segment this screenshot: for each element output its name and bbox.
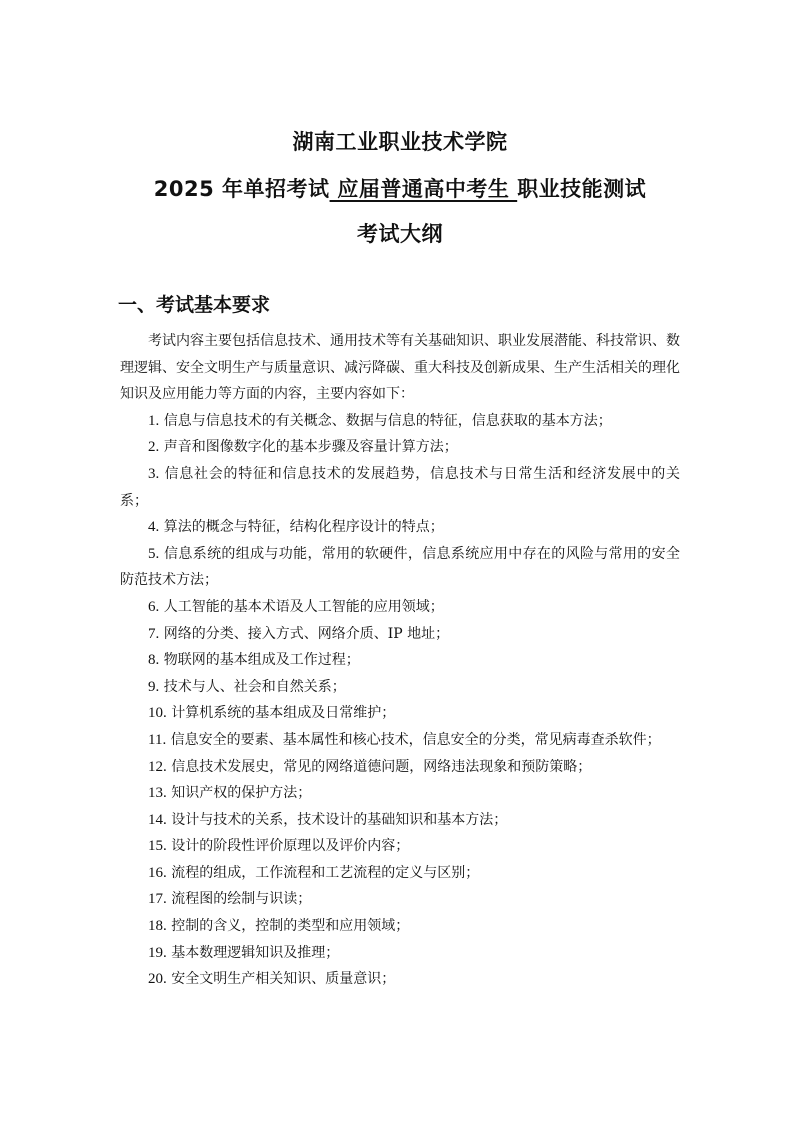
list-item-number: 20. <box>148 971 167 988</box>
list-item <box>120 886 680 913</box>
list-item <box>120 700 680 727</box>
list-item <box>120 940 680 967</box>
list-item-text: 声音和图像数字化的基本步骤及容量计算方法； <box>159 439 458 456</box>
list-item-number: 16. <box>148 864 167 881</box>
list-item-text: 设计与技术的关系，技术设计的基础知识和基本方法； <box>166 811 508 828</box>
list-item <box>120 408 680 435</box>
requirement-list <box>120 408 680 993</box>
list-item <box>120 594 680 621</box>
list-item-number: 13. <box>148 785 167 802</box>
document-title: 考试大纲 <box>357 222 443 246</box>
list-item-text: 基本数理逻辑知识及推理； <box>166 944 340 961</box>
list-item-number: 6. <box>148 598 160 615</box>
list-item-number: 9. <box>148 678 160 695</box>
list-item <box>120 461 680 514</box>
list-item-text: 计算机系统的基本组成及日常维护； <box>166 705 396 722</box>
intro-paragraph: 考试内容主要包括信息技术、通用技术等有关基础知识、职业发展潜能、科技常识、数理逻辑、安全文明生产与质量意识、减污降碳、重大科技及创新成果、生产生活相关的理化知识及应用能力等方面的内容，主要内容如下： <box>120 333 680 403</box>
list-item-text: 流程图的绘制与识读； <box>166 891 312 908</box>
list-item-number: 15. <box>148 838 167 855</box>
list-item-text: 安全文明生产相关知识、质量意识； <box>166 971 396 988</box>
list-item <box>120 514 680 541</box>
list-item <box>120 966 680 993</box>
list-item <box>120 913 680 940</box>
list-item-number: 4. <box>148 519 160 536</box>
subtitle-prefix: 2025 年单招考试 <box>153 177 330 201</box>
list-item-text: 知识产权的保护方法； <box>166 785 312 802</box>
list-item-number: 19. <box>148 944 167 961</box>
list-item <box>120 674 680 701</box>
list-item <box>120 541 680 594</box>
list-item <box>120 754 680 781</box>
list-item-text: 信息安全的要素、基本属性和核心技术，信息安全的分类，常见病毒查杀软件； <box>166 731 661 748</box>
list-item <box>120 833 680 860</box>
list-item-number: 1. <box>148 412 160 429</box>
list-item-number: 18. <box>148 918 167 935</box>
list-item-text: 信息系统的组成与功能，常用的软硬件，信息系统应用中存在的风险与常用的安全防范技术方法； <box>120 545 680 589</box>
list-item-text: 设计的阶段性评价原理以及评价内容； <box>166 838 410 855</box>
list-item <box>120 621 680 648</box>
list-item-number: 12. <box>148 758 167 775</box>
list-item-text: 技术与人、社会和自然关系； <box>159 678 346 695</box>
list-item-text: 流程的组成，工作流程和工艺流程的定义与区别； <box>166 864 480 881</box>
list-item-number: 11. <box>148 731 167 748</box>
section-body <box>120 328 680 993</box>
exam-subtitle <box>0 173 800 203</box>
list-item-number: 2. <box>148 439 160 456</box>
list-item-number: 14. <box>148 811 167 828</box>
list-item-text: 人工智能的基本术语及人工智能的应用领域； <box>159 598 444 615</box>
school-name: 湖南工业职业技术学院 <box>292 130 508 154</box>
list-item <box>120 860 680 887</box>
list-item-number: 5. <box>148 545 160 562</box>
list-item-number: 3. <box>148 465 160 482</box>
list-item <box>120 780 680 807</box>
list-item <box>120 647 680 674</box>
list-item <box>120 807 680 834</box>
list-item-text: 信息与信息技术的有关概念、数据与信息的特征，信息获取的基本方法； <box>159 412 612 429</box>
list-item-text: 物联网的基本组成及工作过程； <box>159 652 360 669</box>
list-item-text: 网络的分类、接入方式、网络介质、IP 地址； <box>159 625 450 642</box>
list-item <box>120 727 680 754</box>
list-item <box>120 434 680 461</box>
list-item-text: 信息技术发展史，常见的网络道德问题，网络违法现象和预防策略； <box>166 758 592 775</box>
list-item-number: 7. <box>148 625 160 642</box>
list-item-text: 算法的概念与特征，结构化程序设计的特点； <box>159 519 444 536</box>
list-item-number: 17. <box>148 891 167 908</box>
subtitle-candidate-type: 应届普通高中考生 <box>329 177 518 201</box>
subtitle-suffix: 职业技能测试 <box>517 177 647 201</box>
list-item-number: 10. <box>148 705 167 722</box>
list-item-text: 信息社会的特征和信息技术的发展趋势，信息技术与日常生活和经济发展中的关系； <box>120 465 680 509</box>
section-heading: 一、考试基本要求 <box>118 294 271 316</box>
list-item-number: 8. <box>148 652 160 669</box>
list-item-text: 控制的含义，控制的类型和应用领域； <box>166 918 410 935</box>
